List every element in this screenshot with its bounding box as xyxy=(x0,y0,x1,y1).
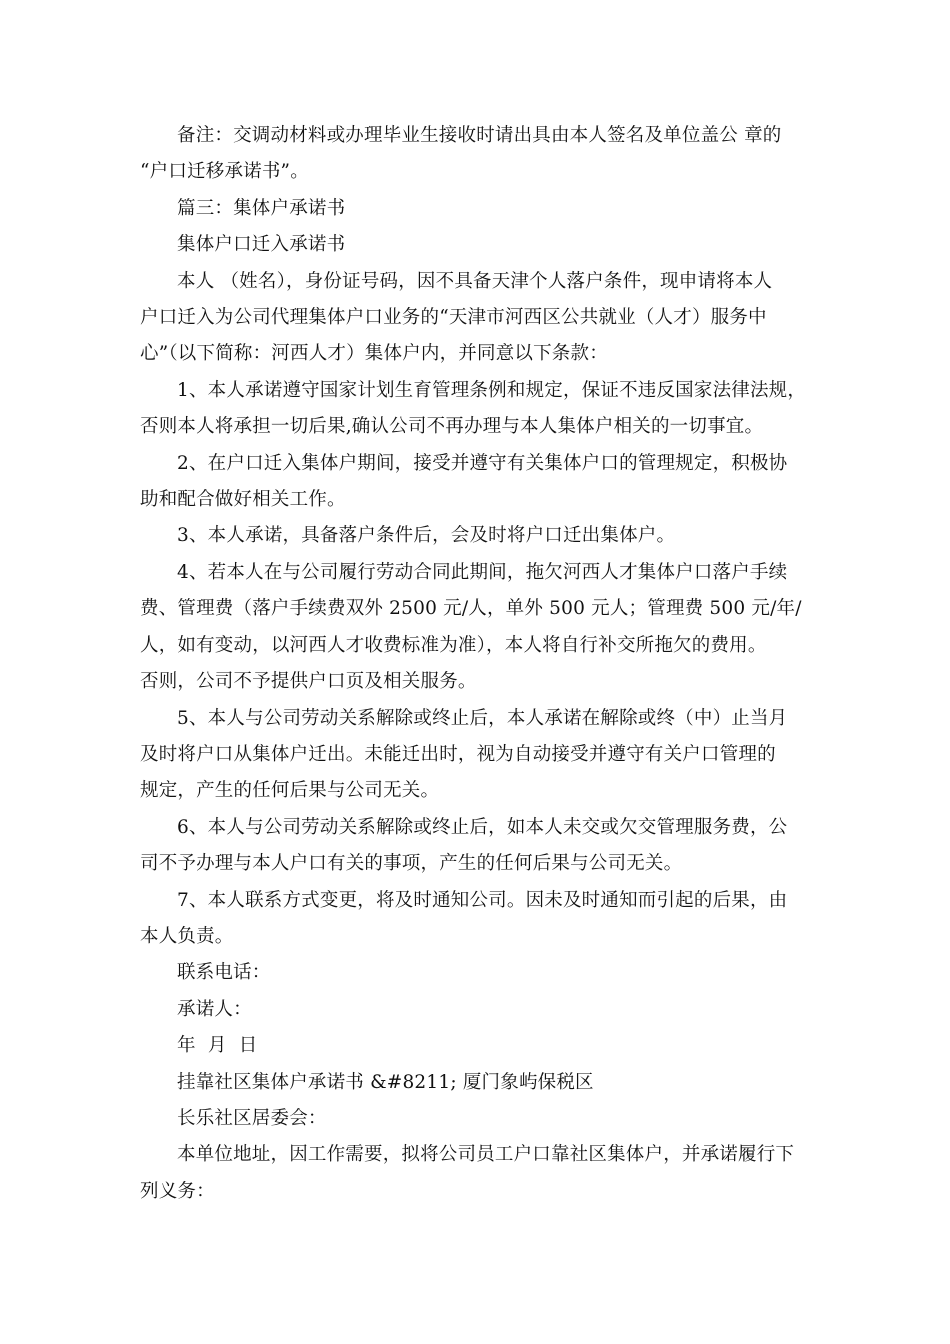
next-section-title xyxy=(140,1065,808,1101)
text-line: 挂靠社区集体户承诺书 &#8211; 厦门象屿保税区 xyxy=(177,1071,594,1093)
text-line: 7、本人联系方式变更，将及时通知公司。因未及时通知而引起的后果，由 xyxy=(177,889,788,911)
text-line: 5、本人与公司劳动关系解除或终止后，本人承诺在解除或终（中）止当月 xyxy=(177,707,788,729)
text-line: 联系电话： xyxy=(177,962,271,984)
text-line: 1、本人承诺遵守国家计划生育管理条例和规定，保证不违反国家法律法规， xyxy=(177,379,807,401)
text-line: 户口迁入为公司代理集体户口业务的“天津市河西区公共就业（人才）服务中 xyxy=(140,307,767,329)
text-line: 否则本人将承担一切后果,确认公司不再办理与本人集体户相关的一切事宜。 xyxy=(140,416,764,438)
text-line: 及时将户口从集体户迁出。未能迁出时，视为自动接受并遵守有关户口管理的 xyxy=(140,743,776,765)
text-line: 司不予办理与本人户口有关的事项，产生的任何后果与公司无关。 xyxy=(140,853,683,875)
intro-paragraph xyxy=(140,264,808,373)
text-line: 4、若本人在与公司履行劳动合同此期间，拖欠河西人才集体户口落户手续 xyxy=(177,561,788,583)
addressee-line xyxy=(140,1101,808,1137)
clause-2 xyxy=(140,446,808,519)
text-line: 3、本人承诺，具备落户条件后，会及时将户口迁出集体户。 xyxy=(177,525,676,547)
text-line: 人，如有变动，以河西人才收费标准为准），本人将自行补交所拖欠的费用。 xyxy=(140,634,767,656)
text-line: 2、在户口迁入集体户期间，接受并遵守有关集体户口的管理规定，积极协 xyxy=(177,452,788,474)
text-line: 年 月 日 xyxy=(177,1035,258,1057)
date-line xyxy=(140,1028,808,1064)
text-line: 费、管理费（落户手续费双外 2500 元/人，单外 500 元人；管理费 500 元/年/ xyxy=(140,598,802,620)
clause-7 xyxy=(140,883,808,956)
text-line: 备注：交调动材料或办理毕业生接收时请出具由本人签名及单位盖公 章的 xyxy=(177,125,782,146)
clause-1 xyxy=(140,373,808,446)
text-line: 集体户口迁入承诺书 xyxy=(177,234,346,256)
obligation-intro-paragraph xyxy=(140,1137,808,1210)
text-line: 本单位地址，因工作需要，拟将公司员工户口靠社区集体户，并承诺履行下 xyxy=(177,1144,795,1166)
text-line: 6、本人与公司劳动关系解除或终止后，如本人未交或欠交管理服务费，公 xyxy=(177,816,788,838)
text-line: “户口迁移承诺书”。 xyxy=(140,161,309,183)
text-line: 否则，公司不予提供户口页及相关服务。 xyxy=(140,671,477,693)
note-paragraph xyxy=(140,118,808,191)
text-line: 篇三：集体户承诺书 xyxy=(177,197,346,219)
document-body xyxy=(140,118,808,1210)
signatory-line xyxy=(140,992,808,1028)
text-line: 心”（以下简称：河西人才）集体户内，并同意以下条款： xyxy=(140,343,608,365)
clause-5 xyxy=(140,701,808,810)
section-heading xyxy=(140,191,808,227)
clause-3 xyxy=(140,518,808,554)
text-line: 本人负责。 xyxy=(140,925,234,947)
text-line: 承诺人： xyxy=(177,998,252,1020)
text-line: 规定，产生的任何后果与公司无关。 xyxy=(140,780,440,802)
text-line: 本人 （姓名），身份证号码，因不具备天津个人落户条件，现申请将本人 xyxy=(177,270,773,292)
text-line: 助和配合做好相关工作。 xyxy=(140,489,346,511)
text-line: 长乐社区居委会： xyxy=(177,1107,327,1129)
contact-phone-line xyxy=(140,955,808,991)
text-line: 列义务： xyxy=(140,1180,215,1202)
clause-6 xyxy=(140,810,808,883)
document-title xyxy=(140,227,808,263)
clause-4 xyxy=(140,555,808,701)
